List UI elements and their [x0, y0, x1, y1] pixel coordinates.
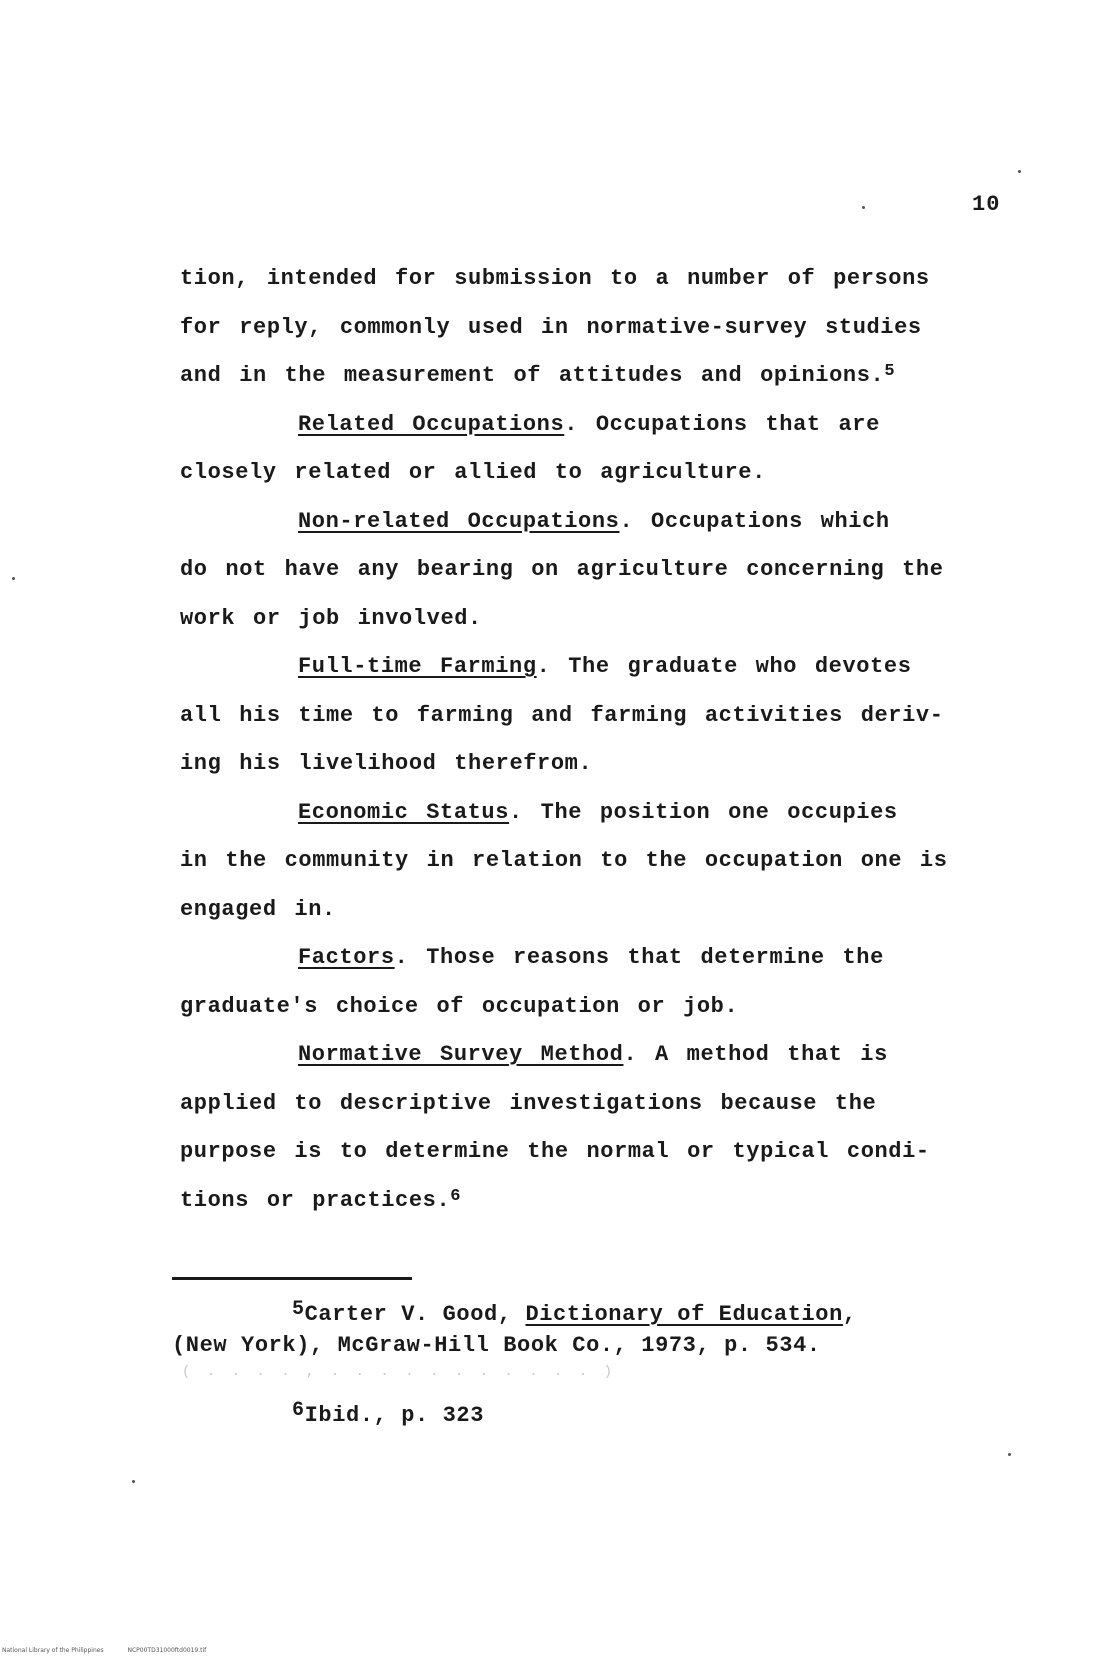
body-line: purpose is to determine the normal or typical condi- [180, 1139, 930, 1164]
term-economic-status: Economic Status [298, 799, 510, 825]
page-number: 10 [972, 192, 1001, 217]
body-text [180, 255, 990, 1225]
term-normative-survey-method: Normative Survey Method [298, 1042, 624, 1067]
footnote-divider [172, 1277, 412, 1280]
definition-non-related-occupations [180, 498, 990, 547]
footnote-6-text: Ibid., p. 323 [304, 1403, 485, 1428]
scan-speck [12, 577, 15, 580]
body-line: engaged in. [180, 896, 336, 922]
footnote-6 [172, 1401, 992, 1432]
body-line-text: tions or practices. [180, 1187, 451, 1213]
term-full-time-farming: Full-time Farming [298, 654, 537, 679]
footnote-5-title: Dictionary of Education [525, 1302, 843, 1327]
definition-text: . A method that is [623, 1042, 888, 1067]
body-line: applied to descriptive investigations because the [180, 1090, 877, 1116]
scan-speck [1018, 170, 1021, 173]
footnote-5-author: Carter V. Good, [304, 1302, 526, 1327]
body-line-text: and in the measurement of attitudes and opinions. [180, 363, 885, 388]
footnote-5 [172, 1300, 992, 1331]
scan-speck [132, 1480, 135, 1483]
body-line: graduate's choice of occupation or job. [180, 993, 739, 1019]
body-line: tion, intended for submission to a number of persons [180, 266, 930, 291]
body-line: work or job involved. [180, 605, 482, 631]
body-line: ing his livelihood therefrom. [180, 751, 593, 776]
definition-text: . Those reasons that determine the [394, 945, 884, 970]
footnote-6-mark: 6 [292, 1399, 305, 1422]
body-line: for reply, commonly used in normative-survey studies [180, 314, 922, 340]
definition-text: . The position one occupies [509, 799, 898, 825]
body-line [180, 352, 990, 401]
scan-speck [1008, 1453, 1011, 1456]
definition-normative-survey-method [180, 1031, 990, 1080]
body-line: closely related or allied to agriculture. [180, 460, 766, 485]
definition-related-occupations [180, 401, 990, 450]
footnotes [172, 1300, 992, 1432]
definition-text: . The graduate who devotes [536, 654, 912, 679]
term-factors: Factors [298, 945, 395, 970]
footer-file-id: NCP00TD31000ftd0019.tif [127, 1647, 207, 1654]
footnote-5-bleed-through: ( . . . . , . . . . . . . . . . . ) [182, 1364, 617, 1380]
scan-footer [2, 1647, 228, 1654]
term-non-related-occupations: Non-related Occupations [298, 508, 620, 534]
body-line: do not have any bearing on agriculture concerning the [180, 557, 944, 582]
footnote-5-mark: 5 [292, 1298, 305, 1321]
body-line [180, 1177, 990, 1226]
footnote-5-publication: (New York), McGraw-Hill Book Co., 1973, p. 534. [172, 1333, 821, 1358]
footnote-ref-6: 6 [450, 1186, 462, 1206]
definition-text: . Occupations that are [564, 411, 880, 437]
definition-full-time-farming [180, 643, 990, 692]
body-line: in the community in relation to the occupation one is [180, 848, 948, 873]
footnote-ref-5: 5 [884, 362, 896, 381]
definition-text: . Occupations which [619, 508, 890, 534]
footer-library: National Library of the Philippines [2, 1647, 104, 1654]
definition-factors [180, 934, 990, 983]
definition-economic-status [180, 789, 990, 838]
term-related-occupations: Related Occupations [298, 411, 565, 437]
scan-speck [862, 206, 865, 209]
body-line: all his time to farming and farming activities deriv- [180, 702, 944, 728]
footnote-5-comma: , [842, 1302, 857, 1327]
